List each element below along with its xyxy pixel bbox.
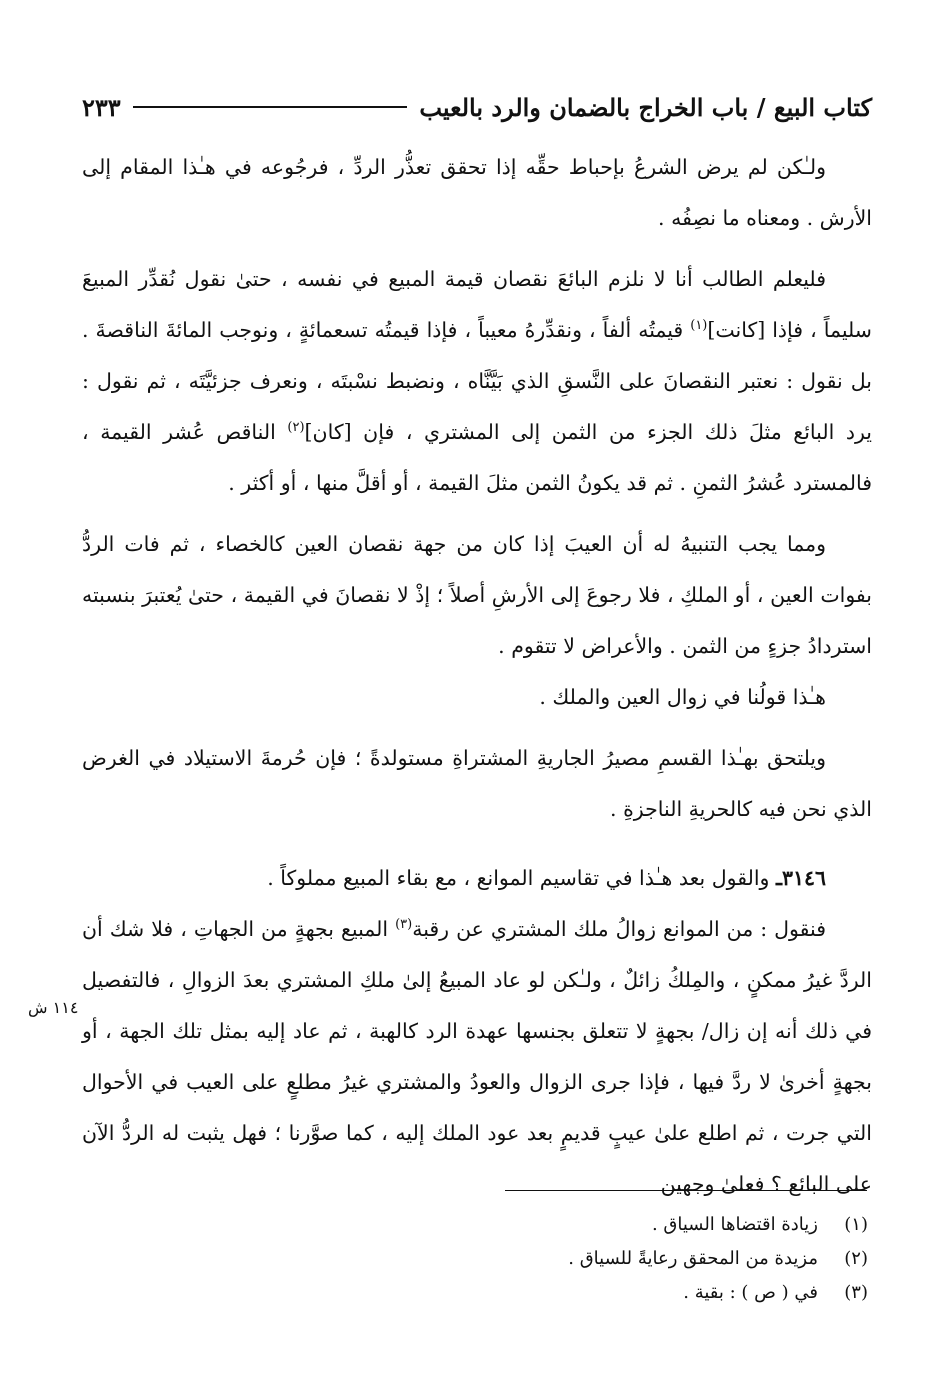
- footnote-text: زيادة اقتضاها السياق .: [651, 1214, 818, 1235]
- footnote-marker: (٣): [395, 917, 413, 933]
- paragraph: [82, 142, 872, 244]
- section-number: ٣١٤٦ـ: [775, 866, 826, 890]
- footnote: [82, 1208, 868, 1242]
- footnote-text: في ( ص ) : بقية .: [683, 1282, 818, 1303]
- page-number: ٢٣٣: [82, 92, 121, 122]
- footnote-text: مزيدة من المحقق رعايةً للسياق .: [568, 1248, 818, 1269]
- chapter-title: كتاب البيع / باب الخراج بالضمان والرد بالعيب: [419, 92, 872, 122]
- paragraph-text: ومما يجب التنبيهُ له أن العيبَ إذا كان من جهة نقصان العين كالخصاء ، ثم فات الردُّ بفوات العين ، أو الملكِ ، فلا رجوعَ إلى الأرشِ أصلاً ؛ إذْ لا نقصانَ في القيمة ، حتىٰ يُعتبرَ بنسبته استردادُ جزءٍ من الثمن . والأعراض لا تتقوم .: [82, 532, 872, 658]
- paragraph: [82, 904, 872, 1210]
- manuscript-folio-note: ١١٤ ش: [28, 998, 79, 1017]
- footnote: [82, 1276, 868, 1310]
- footnote-marker: (٢): [287, 420, 305, 436]
- footnote-number: (١): [844, 1214, 868, 1235]
- paragraph-text: ولـٰكن لم يرض الشرعُ بإحباط حقِّه إذا تحقق تعذُّر الردِّ ، فرجُوعه في هـٰذا المقام إلى الأرش . ومعناه ما نصِفُه .: [82, 155, 872, 230]
- paragraph-text: الناقص عُشر القيمة ، فالمسترد عُشرُ الثمنِ . ثم قد يكونُ الثمن مثلَ القيمة ، أو أقلَّ منها ، أو أكثر .: [82, 420, 872, 495]
- paragraph-text: هـٰذا قولُنا في زوال العين والملك .: [539, 685, 826, 709]
- main-text: [82, 142, 872, 1210]
- paragraph-text: فنقول : من الموانع زوالُ ملك المشتري عن رقبة: [412, 917, 826, 941]
- paragraph: [82, 519, 872, 672]
- footnote-separator: [505, 1190, 867, 1191]
- footnotes: [82, 1208, 868, 1310]
- section-paragraph: [82, 853, 872, 904]
- paragraph-text: والقول بعد هـٰذا في تقاسيم الموانع ، مع بقاء المبيع مملوكاً .: [267, 866, 776, 890]
- paragraph: [82, 254, 872, 509]
- footnote-number: (٣): [844, 1282, 868, 1303]
- footnote-number: (٢): [844, 1248, 868, 1269]
- running-header: [82, 82, 872, 132]
- footnote: [82, 1242, 868, 1276]
- paragraph: [82, 733, 872, 835]
- footnote-marker: (١): [690, 318, 708, 334]
- paragraph-text: المبيع بجهةٍ من الجهاتِ ، فلا شك أن الردَّ غيرُ ممكنٍ ، والمِلكُ زائلٌ ، ولـٰكن لو عاد المبيعُ إلىٰ ملكِ المشتري بعدَ الزوالِ ، فالتفصيل في ذلك أنه إن زال/ بجهةٍ لا تتعلق بجنسها عهدة الرد كالهبة ، ثم عاد إليه بمثل تلك الجهة ، أو بجهةٍ أخرىٰ لا ردَّ فيها ، فإذا جرى الزوال والعودُ والمشتري غيرُ مطلعٍ على العيب في الأحوال التي جرت ، ثم اطلع علىٰ عيبٍ قديمٍ بعد عود الملك إليه ، كما صوَّرنا ؛ فهل يثبت له الردُّ الآن على البائع ؟ فعلىٰ وجهين: [82, 917, 872, 1196]
- paragraph-text: فليعلم الطالب أنا لا نلزم البائعَ نقصان قيمة المبيع في نفسه ، حتىٰ نقول نُقدِّر المبيعَ سليماً ، فإذا [كانت]: [82, 267, 872, 342]
- paragraph: [82, 672, 872, 723]
- header-rule: [133, 106, 408, 108]
- paragraph-text: ويلتحق بهـٰذا القسمِ مصيرُ الجاريةِ المشتراةِ مستولدةً ؛ فإن حُرمةَ الاستيلاد في الغرض الذي نحن فيه كالحريةِ الناجزةِ .: [82, 746, 872, 821]
- paragraph-text: قيمتُه ألفاً ، ونقدِّرهُ معيباً ، فإذا قيمتُه تسعمائةٍ ، ونوجب المائةَ الناقصةَ . بل نقول : نعتبر النقصانَ على النَّسقِ الذي بَيَّنَّاه ، ونضبط نسْبتَه ، ونعرف جزئيَّتَه ، ثم نقول : يرد البائع مثلَ ذلك الجزء من الثمن إلى المشتري ، فإن [كان]: [82, 318, 873, 444]
